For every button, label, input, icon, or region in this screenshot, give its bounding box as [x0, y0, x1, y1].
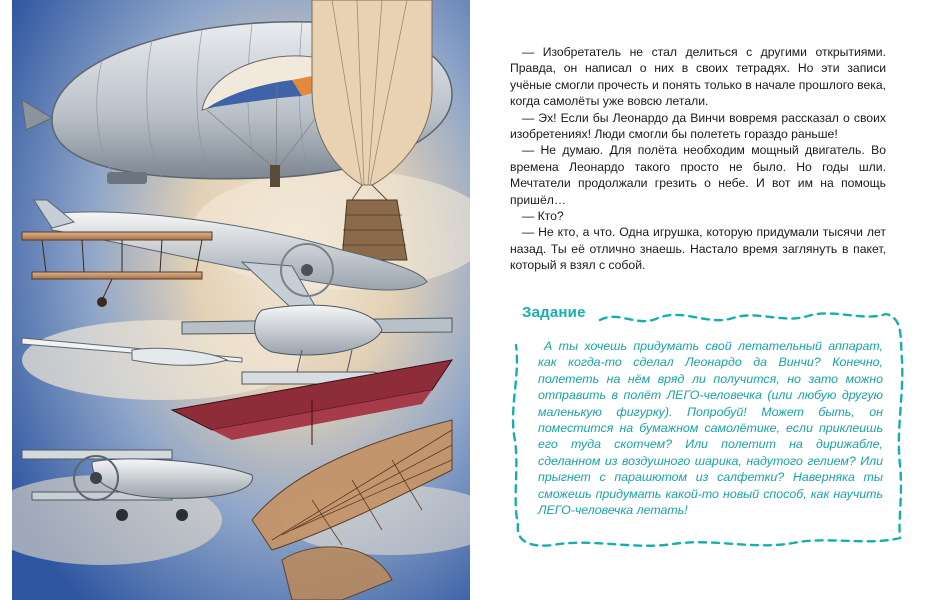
- story-paragraph: — Изобретатель не стал делиться с другими открытиями. Правда, он написал о них в своих тетрадях. Но эти записи учёные смогли прочесть и понять только в начале прошлого века, когда самолёты уже вовсю летали.: [510, 45, 886, 109]
- aviation-illustration: [12, 0, 470, 600]
- task-title: Задание: [522, 304, 586, 321]
- story-paragraph: — Кто?: [522, 209, 564, 224]
- story-paragraph: — Эх! Если бы Леонардо да Винчи вовремя рассказал о своих изобретениях! Люди смогли бы полететь гораздо раньше!: [510, 110, 886, 142]
- story-text: [510, 44, 886, 274]
- task-body: А ты хочешь придумать свой летательный аппарат, как когда-то сделал Леонардо да Винчи? Конечно, полететь на нём вряд ли получится, но зато можно отправить в полёт ЛЕГО-человечка (или любую другую маленькую фигурку). Попробуй! Может быть, он поместится на бумажном самолётике, если приклеишь его туда скотчем? Или полетит на дирижабле, сделанном из воздушного шарика, надутого гелием? Или прыгнет с парашютом из салфетки? Наверняка ты сможешь придумать какой-то новый способ, как научить ЛЕГО-человечка летать!: [538, 339, 883, 518]
- story-paragraph: — Не думаю. Для полёта необходим мощный двигатель. Во времена Леонардо такого просто не было. Но годы шли. Мечтатели продолжали грезить о небе. И вот им на помощь пришёл…: [510, 143, 886, 207]
- task-box: [508, 300, 908, 550]
- story-paragraph: — Не кто, а что. Одна игрушка, которую придумали тысячи лет назад. Ты её отлично знаешь. Настало время заглянуть в пакет, который я взял с собой.: [510, 225, 886, 273]
- text-page: [470, 0, 946, 600]
